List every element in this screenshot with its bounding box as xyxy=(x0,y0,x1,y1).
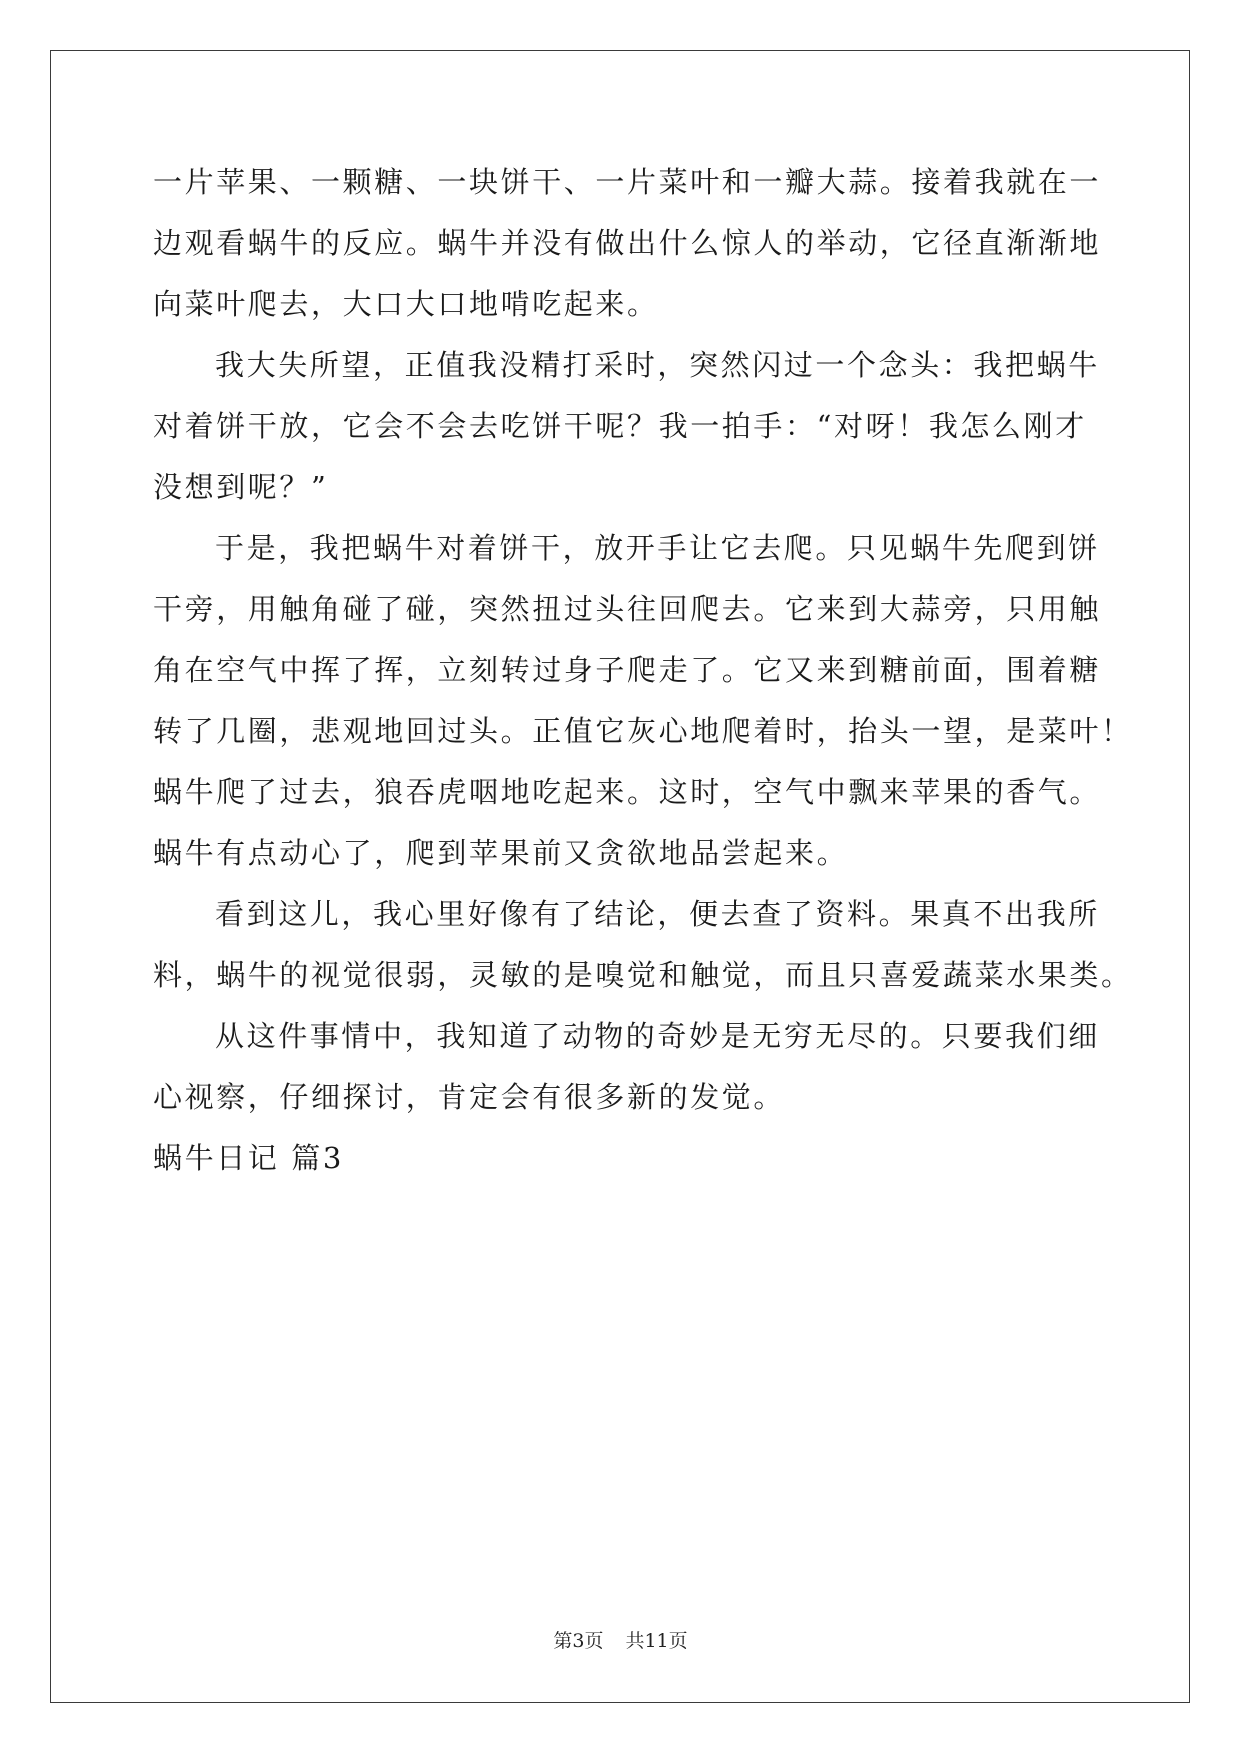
text-line: 转了几圈，悲观地回过头。正值它灰心地爬着时，抬头一望，是菜叶！ xyxy=(153,714,1133,748)
text-line: 角在空气中挥了挥，立刻转过身子爬走了。它又来到糖前面，围着糖 xyxy=(153,653,1102,687)
text-line: 一片苹果、一颗糖、一块饼干、一片菜叶和一瓣大蒜。接着我就在一 xyxy=(153,165,1102,199)
current-page-label: 第3页 xyxy=(553,1630,604,1652)
text-line: 蜗牛有点动心了，爬到苹果前又贪欲地品尝起来。 xyxy=(153,836,849,870)
total-pages-label: 共11页 xyxy=(625,1630,688,1652)
text-line: 于是，我把蜗牛对着饼干，放开手让它去爬。只见蜗牛先爬到饼 xyxy=(215,531,1100,565)
text-line: 边观看蜗牛的反应。蜗牛并没有做出什么惊人的举动，它径直渐渐地 xyxy=(153,226,1102,260)
text-line: 没想到呢？” xyxy=(153,470,329,504)
text-line: 干旁，用触角碰了碰，突然扭过头往回爬去。它来到大蒜旁，只用触 xyxy=(153,592,1102,626)
text-line: 料，蜗牛的视觉很弱，灵敏的是嗅觉和触觉，而且只喜爱蔬菜水果类。 xyxy=(153,958,1133,992)
text-line: 从这件事情中，我知道了动物的奇妙是无穷无尽的。只要我们细 xyxy=(215,1019,1100,1053)
text-line: 向菜叶爬去，大口大口地啃吃起来。 xyxy=(153,287,659,321)
text-line: 对着饼干放，它会不会去吃饼干呢？我一拍手：“对呀！我怎么刚才 xyxy=(153,409,1087,443)
page-footer xyxy=(0,1626,1241,1653)
text-line: 蜗牛爬了过去，狼吞虎咽地吃起来。这时，空气中飘来苹果的香气。 xyxy=(153,775,1102,809)
text-line: 看到这儿，我心里好像有了结论，便去查了资料。果真不出我所 xyxy=(215,897,1100,931)
text-line: 心视察，仔细探讨，肯定会有很多新的发觉。 xyxy=(153,1080,786,1114)
text-line: 我大失所望，正值我没精打采时，突然闪过一个念头：我把蜗牛 xyxy=(215,348,1100,382)
section-heading: 蜗牛日记 篇3 xyxy=(153,1141,344,1175)
